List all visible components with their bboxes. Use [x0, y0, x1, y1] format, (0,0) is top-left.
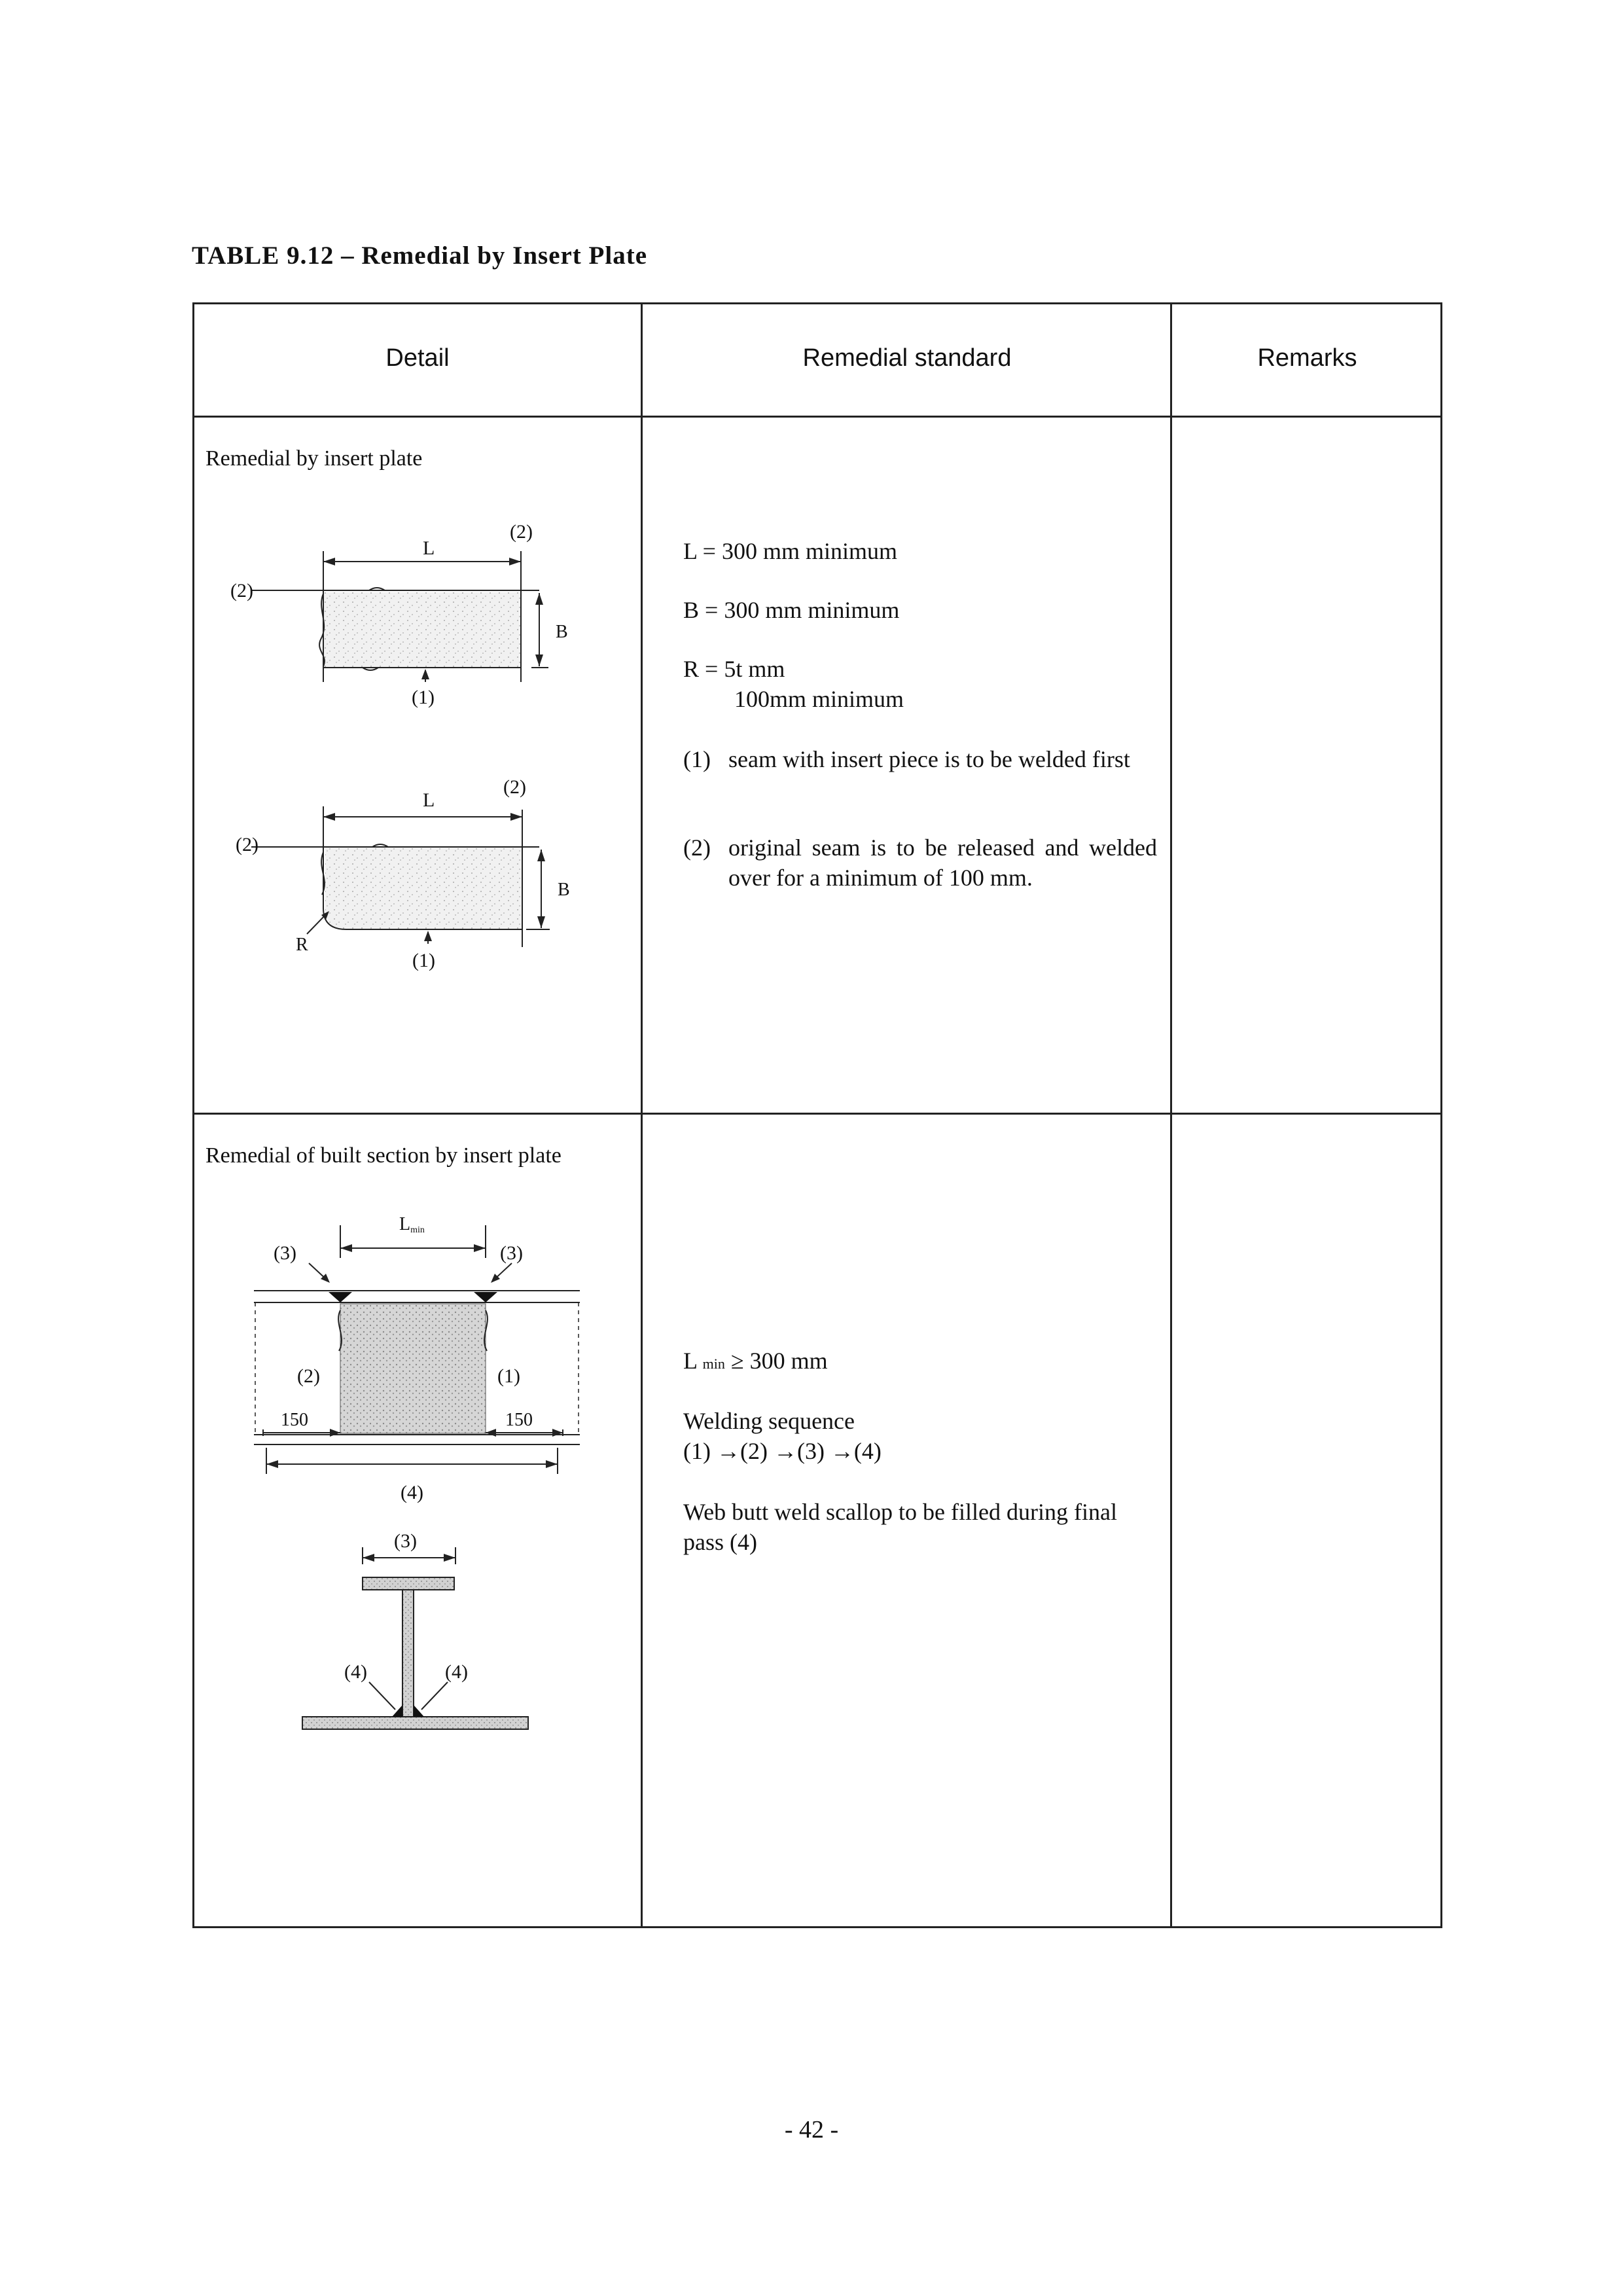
- welding-sequence: (1) →(2) →(3) →(4): [683, 1438, 882, 1464]
- header-remedial-standard: Remedial standard: [802, 344, 1012, 372]
- scallop-note: Web butt weld scallop to be filled during final pass (4): [683, 1499, 1117, 1555]
- row1-caption: Remedial by insert plate: [205, 446, 423, 471]
- fig1-L-label: L: [423, 537, 435, 559]
- note-2-number: (2): [683, 834, 711, 861]
- table-border-top: [192, 302, 1442, 304]
- fig1-seam2-left-label: (2): [230, 580, 253, 601]
- radius-minimum: 100mm minimum: [734, 686, 904, 712]
- built-section-elevation-figure: [245, 1206, 611, 1507]
- fig1-B-label: B: [556, 622, 568, 642]
- fig2-L-label: L: [423, 789, 435, 811]
- row2-caption: Remedial of built section by insert plate: [205, 1143, 562, 1168]
- length-requirement: L = 300 mm minimum: [683, 538, 897, 564]
- remedial-table: [192, 302, 1442, 1928]
- table-border-right: [1440, 302, 1442, 1928]
- page-number: - 42 -: [784, 2116, 839, 2144]
- table-title: TABLE 9.12 – Remedial by Insert Plate: [192, 242, 648, 270]
- fig3-Lmin-label: Lmin: [399, 1214, 425, 1235]
- min-length-value: ≥ 300 mm: [730, 1348, 828, 1374]
- fig2-seam1-label: (1): [412, 950, 435, 971]
- fig1-seam1-label: (1): [412, 687, 435, 708]
- header-remarks: Remarks: [1257, 344, 1357, 372]
- table-border-bottom: [192, 1926, 1442, 1928]
- fig3-dim150-left-label: 150: [281, 1410, 308, 1430]
- table-border-left: [192, 302, 194, 1928]
- min-length-L: L: [683, 1348, 697, 1374]
- insert-plate-figure-1: [230, 499, 598, 708]
- insert-plate-figure-2: [232, 761, 598, 971]
- fig3-weld1-label: (1): [497, 1365, 520, 1387]
- note-2: [683, 833, 1161, 893]
- fig2-B-label: B: [558, 880, 570, 900]
- note-1-number: (1): [683, 746, 711, 772]
- fig4-weld4-right-label: (4): [445, 1661, 468, 1683]
- note-1: [683, 744, 1161, 804]
- header-detail: Detail: [385, 344, 450, 372]
- fig3-weld2-label: (2): [297, 1365, 320, 1387]
- radius-requirement: R = 5t mm: [683, 656, 785, 682]
- built-section-cross-section-figure: [284, 1530, 559, 1742]
- fig3-dim150-right-label: 150: [505, 1410, 533, 1430]
- fig2-seam2-left-label: (2): [236, 834, 259, 855]
- breadth-requirement: B = 300 mm minimum: [683, 597, 900, 623]
- column-divider-1: [641, 302, 643, 1928]
- row-divider: [192, 1113, 1442, 1115]
- fig4-weld4-left-label: (4): [344, 1661, 367, 1683]
- fig4-weld3-label: (3): [394, 1530, 417, 1552]
- fig3-weld3-right-label: (3): [500, 1242, 523, 1264]
- note-2-text: original seam is to be released and welded over for a minimum of 100 mm.: [728, 834, 1157, 891]
- column-divider-2: [1170, 302, 1172, 1928]
- fig3-weld4-label: (4): [401, 1482, 423, 1503]
- header-divider: [192, 416, 1442, 418]
- fig1-seam2-top-label: (2): [510, 521, 533, 543]
- fig2-seam2-top-label: (2): [503, 776, 526, 798]
- fig2-R-label: R: [296, 935, 308, 955]
- welding-sequence-title: Welding sequence: [683, 1408, 855, 1434]
- note-1-text: seam with insert piece is to be welded first: [728, 746, 1130, 772]
- fig3-weld3-left-label: (3): [274, 1242, 296, 1264]
- min-length-subscript: min: [702, 1355, 725, 1372]
- min-length-requirement: [683, 1346, 828, 1379]
